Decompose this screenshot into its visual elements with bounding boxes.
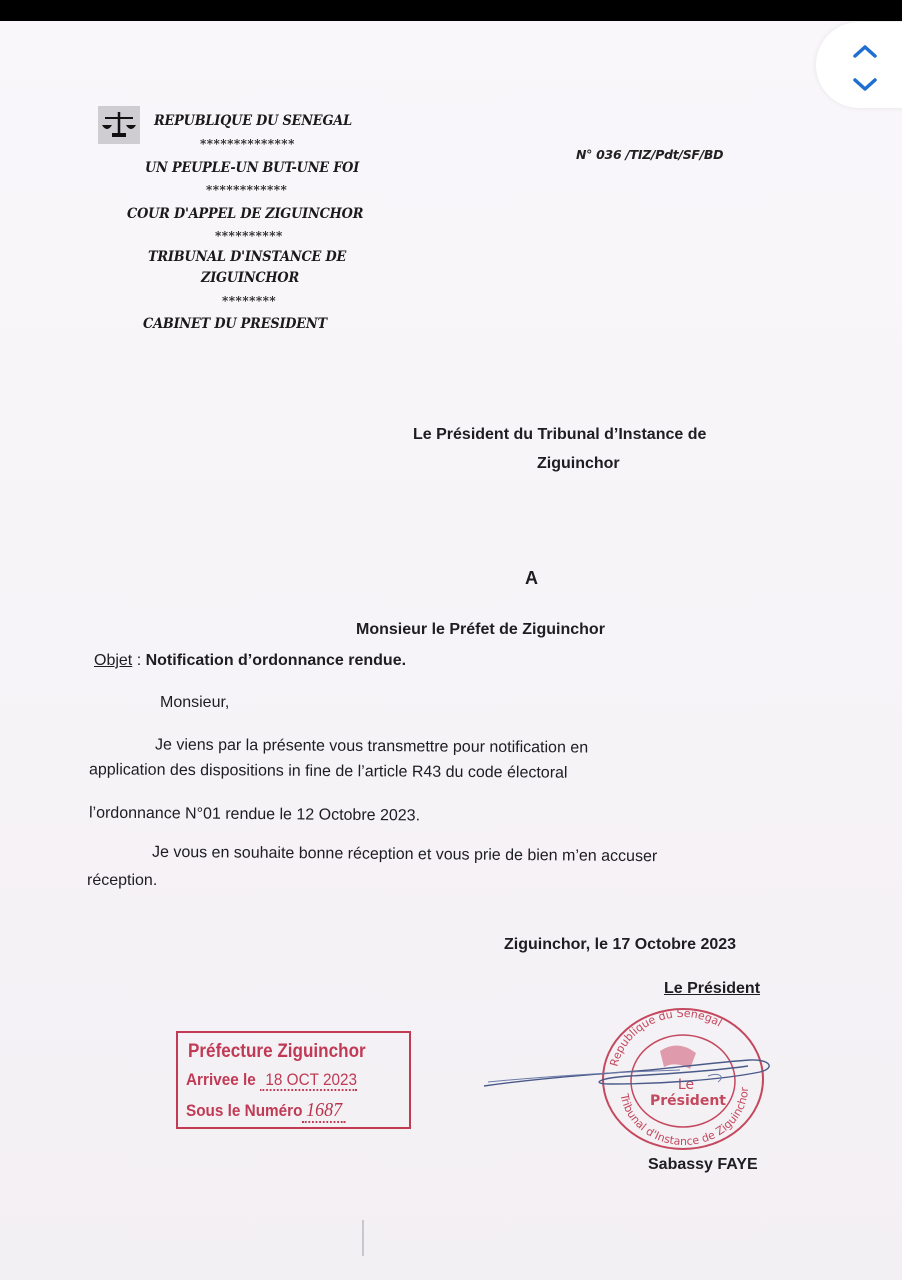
handwritten-signature [480, 1040, 780, 1110]
scan-artifact-line [362, 1220, 364, 1256]
to-label: A [525, 568, 538, 588]
letterhead-cabinet: CABINET DU PRESIDENT [143, 316, 327, 332]
letterhead-court: COUR D'APPEL DE ZIGUINCHOR [127, 206, 364, 222]
stamp-number [186, 1099, 346, 1122]
letterhead-tribunal: TRIBUNAL D'INSTANCE DE [148, 249, 347, 265]
subject-text: Notification d’ordonnance rendue. [145, 652, 407, 669]
letterhead-separator: ******** [222, 294, 277, 308]
next-page-button[interactable] [848, 72, 882, 98]
place-and-date: Ziguinchor, le 17 Octobre 2023 [504, 936, 737, 953]
body-paragraph-1-line-2: application des dispositions in fine de l’article R43 du code électoral [88, 761, 568, 782]
status-bar [0, 0, 902, 21]
letterhead-separator: ********** [215, 229, 283, 243]
seal-bottom-text: Tribunal d'Instance de Ziguinchor [617, 1086, 752, 1149]
stamp-number-label: Sous le Numéro [186, 1101, 303, 1120]
salutation: Monsieur, [160, 694, 230, 711]
body-paragraph-1-line-1: Je viens par la présente vous transmettre pour notification en [154, 736, 589, 757]
stamp-arrival-label: Arrivee le [186, 1070, 256, 1089]
signatory-name: Sabassy FAYE [648, 1156, 758, 1173]
body-paragraph-2-line-1: Je vous en souhaite bonne réception et vous prie de bien m’en accuser [151, 843, 658, 866]
letterhead-tribunal-city: ZIGUINCHOR [201, 270, 299, 286]
seal-center-line-2: Président [650, 1093, 726, 1109]
reference-number: N° 036 /TIZ/Pdt/SF/BD [576, 147, 724, 162]
subject-line [94, 652, 406, 670]
stamp-arrival-date: 18 OCT 2023 [260, 1070, 357, 1091]
stamp-arrival [186, 1070, 357, 1090]
previous-page-button[interactable] [848, 38, 882, 64]
chevron-up-icon [852, 43, 878, 59]
body-paragraph-2-line-2: réception. [87, 872, 158, 889]
reception-stamp [176, 1031, 411, 1129]
letterhead-motto: UN PEUPLE-UN BUT-UNE FOI [145, 160, 360, 176]
sender-line-2: Ziguinchor [537, 455, 620, 472]
stamp-prefecture: Préfecture Ziguinchor [188, 1041, 366, 1062]
seal-center-line-1: Le [677, 1077, 695, 1093]
chevron-down-icon [852, 77, 878, 93]
letterhead-separator: ************ [206, 183, 288, 197]
subject-colon: : [132, 652, 146, 669]
stamp-number-value: 1687 [302, 1099, 345, 1123]
seal-top-text: Republique du Senegal [607, 1006, 725, 1068]
scales-of-justice-icon [98, 106, 140, 144]
signatory-title: Le Président [664, 980, 761, 997]
letterhead-separator: ************** [200, 137, 295, 151]
sender-line-1: Le Président du Tribunal d’Instance de [413, 426, 707, 443]
subject-label: Objet [94, 652, 133, 669]
body-paragraph-1-line-3: l’ordonnance N°01 rendue le 12 Octobre 2023. [88, 804, 421, 825]
letterhead-republic: REPUBLIQUE DU SENEGAL [154, 113, 352, 129]
recipient: Monsieur le Préfet de Ziguinchor [356, 621, 605, 638]
